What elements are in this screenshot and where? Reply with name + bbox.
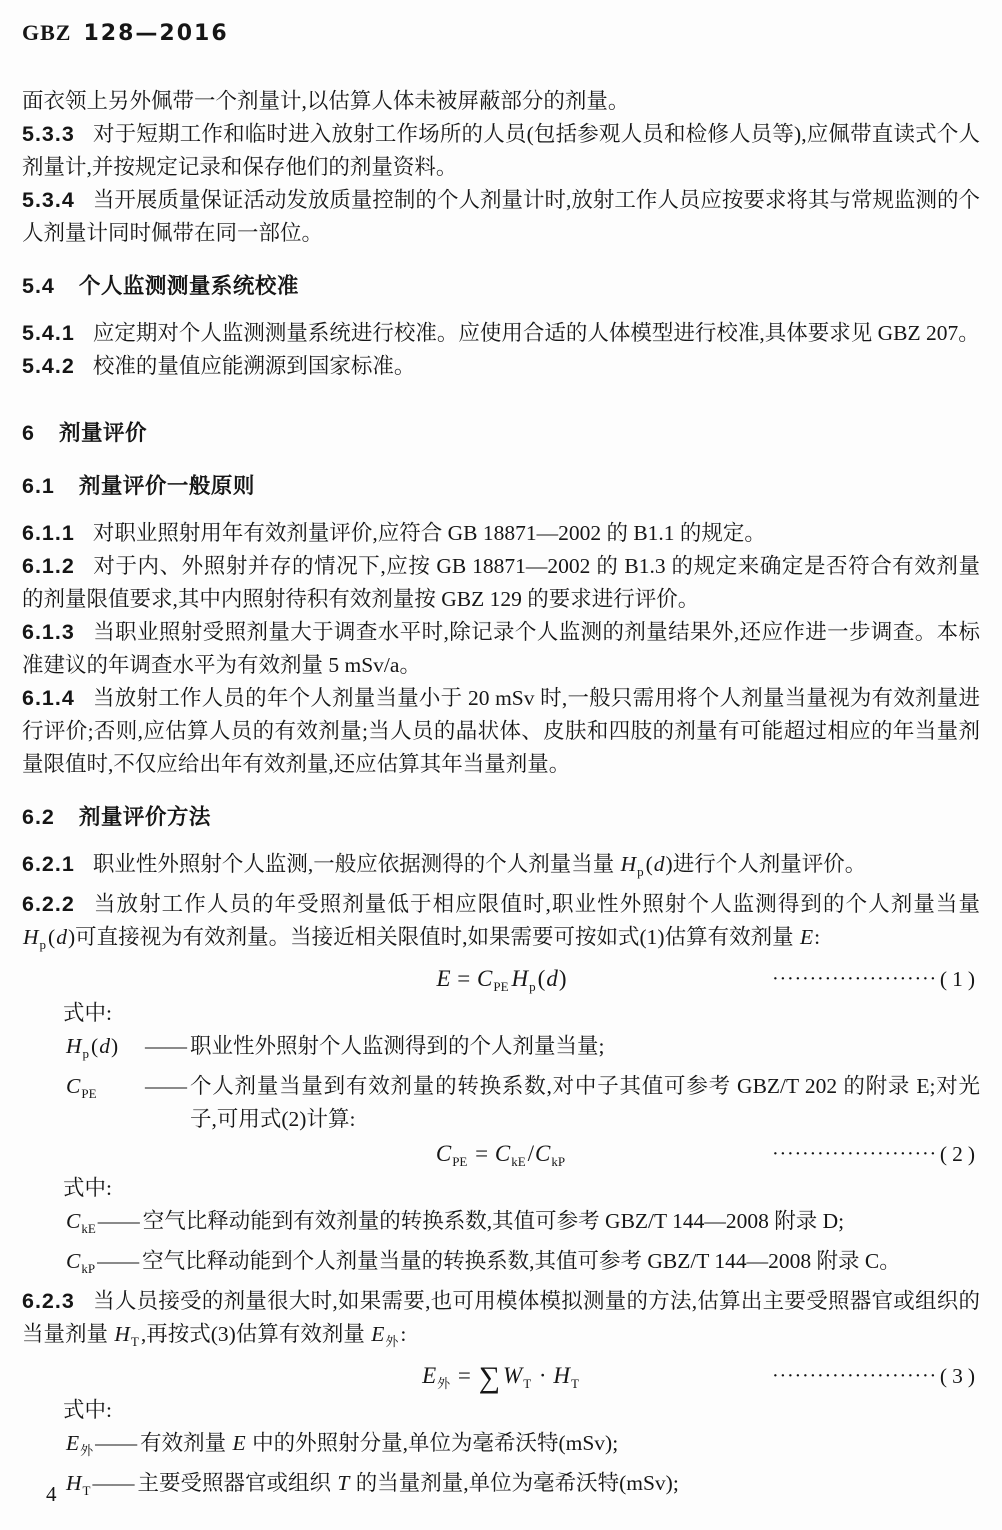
definition-dash: ——	[97, 1249, 139, 1273]
math-variable: H	[620, 852, 637, 876]
clause-number: 6.2.3	[22, 1289, 75, 1313]
math-variable: H	[66, 1034, 82, 1058]
math-variable: E	[422, 1363, 437, 1388]
math-variable: E	[371, 1322, 385, 1346]
text-run: 对于短期工作和临时进入放射工作场所的人员(包括参观人员和检修人员等),应佩带直读式个人剂量计,并按规定记录和保存他们的剂量资料。	[22, 122, 980, 179]
math-variable: C	[66, 1209, 81, 1233]
math-variable: E	[232, 1431, 246, 1455]
definition-dash: ——	[92, 1471, 134, 1495]
section-heading	[22, 417, 980, 450]
clause-number: 5.3.4	[22, 188, 75, 212]
math-subscript: kP	[551, 1154, 566, 1169]
math-subscript: kE	[511, 1154, 526, 1169]
math-subscript: 外	[385, 1334, 399, 1349]
symbol-description	[190, 1030, 980, 1070]
text-run: 进行个人剂量评价。	[672, 852, 867, 876]
text-run: 当开展质量保证活动发放质量控制的个人剂量计时,放射工作人员应按要求将其与常规监测的个人剂量计同时佩带在同一部位。	[22, 188, 980, 245]
text-run: (	[537, 966, 546, 991]
paragraph	[22, 85, 980, 118]
text-run: 职业性外照射个人监测得到的个人剂量当量;	[190, 1034, 605, 1058]
clause-paragraph	[22, 317, 980, 350]
clause-number: 6.1.2	[22, 554, 75, 578]
clause-paragraph	[22, 517, 980, 550]
math-subscript: T	[82, 1483, 91, 1498]
symbol-term	[65, 1467, 92, 1507]
section-title: 个人监测测量系统校准	[78, 274, 299, 298]
symbol-description	[143, 1205, 980, 1245]
formula-expression	[421, 1361, 581, 1394]
text-run: ,再按式(3)估算有效剂量	[140, 1322, 371, 1346]
text-run: 的当量剂量,单位为毫希沃特(mSv);	[350, 1471, 679, 1495]
math-variable: E	[66, 1431, 80, 1455]
symbol-description	[137, 1467, 980, 1507]
standard-number-header	[22, 20, 980, 50]
clause-paragraph	[22, 848, 980, 888]
text-run: )	[665, 852, 673, 876]
clause-paragraph	[22, 350, 980, 383]
text-run: (	[645, 852, 653, 876]
text-run: )	[67, 925, 76, 949]
symbol-term	[65, 1245, 97, 1285]
math-subscript: p	[82, 1046, 90, 1061]
math-variable: C	[535, 1141, 551, 1166]
text-run: 当放射工作人员的年个人剂量当量小于 20 mSv 时,一般只需用将个人剂量当量视为有效剂量进行评价;否则,应估算人员的有效剂量;当人员的晶状体、皮肤和四肢的剂量有可能超过相应的年当量剂量限值时,不仅应给出年有效剂量,还应估算其年当量剂量。	[22, 686, 980, 776]
text-run: 个人剂量当量到有效剂量的转换系数,对中子其值可参考 GBZ/T 202 的附录 E;对光子,可用式(2)计算:	[190, 1074, 980, 1131]
equation-number: (2)	[939, 1142, 980, 1166]
math-subscript: 外	[437, 1376, 451, 1391]
section-title: 剂量评价方法	[78, 805, 211, 829]
equation-leader	[773, 1136, 980, 1172]
math-subscript: p	[39, 937, 47, 952]
formula-expression	[435, 966, 567, 994]
text-run: 中的外照射分量,单位为毫希沃特(mSv);	[246, 1431, 619, 1455]
text-run: =	[451, 966, 477, 991]
text-run: 当放射工作人员的年受照剂量低于相应限值时,职业性外照射个人监测得到的个人剂量当量	[92, 892, 980, 916]
text-run: 职业性外照射个人监测,一般应依据测得的个人剂量当量	[92, 852, 620, 876]
section-number: 6.2	[22, 805, 55, 829]
text-run: ·	[533, 1363, 553, 1388]
clause-paragraph	[22, 616, 980, 682]
text-run: /	[527, 1141, 535, 1166]
formula-row	[22, 961, 980, 997]
math-variable: W	[503, 1363, 523, 1388]
standard-prefix: GBZ	[22, 20, 72, 45]
math-variable: d	[56, 925, 67, 949]
clause-paragraph	[22, 184, 980, 250]
text-run: 校准的量值应能溯源到国家标准。	[92, 354, 416, 378]
text-run: =	[469, 1141, 494, 1166]
formula-row	[22, 1358, 980, 1394]
math-variable: H	[511, 966, 529, 991]
section-title: 剂量评价	[58, 421, 147, 445]
symbol-definition-row	[22, 1030, 980, 1070]
equation-number: (1)	[939, 967, 980, 991]
math-subscript: T	[523, 1376, 532, 1391]
section-title: 剂量评价一般原则	[78, 474, 255, 498]
clause-paragraph	[22, 682, 980, 781]
text-run: (	[48, 925, 56, 949]
leader-dots: ······················	[772, 1146, 938, 1162]
text-run: 有效剂量	[140, 1431, 232, 1455]
symbol-term	[65, 1205, 98, 1245]
text-run: 面衣领上另外佩带一个剂量计,以估算人体未被屏蔽部分的剂量。	[22, 89, 630, 113]
math-variable: C	[477, 966, 493, 991]
math-variable: d	[546, 966, 558, 991]
definition-dash: ——	[95, 1431, 137, 1455]
document-content	[22, 85, 980, 1507]
equation-number: (3)	[939, 1364, 980, 1388]
text-run: 当职业照射受照剂量大于调查水平时,除记录个人监测的剂量结果外,还应作进一步调查。本标准建议的年调查水平为有效剂量 5 mSv/a。	[22, 620, 980, 677]
math-variable: C	[66, 1249, 81, 1273]
text-run: :	[814, 925, 821, 949]
text-run: 应定期对个人监测测量系统进行校准。应使用合适的人体模型进行校准,具体要求见 GBZ 207。	[92, 321, 980, 345]
math-subscript: PE	[493, 979, 509, 994]
where-label: 式中:	[63, 1176, 112, 1200]
clause-paragraph	[22, 888, 980, 961]
math-variable: E	[436, 966, 451, 991]
math-variable: H	[553, 1363, 570, 1388]
symbol-term	[65, 1070, 145, 1136]
sum-icon: ∑	[478, 1361, 501, 1394]
math-variable: d	[99, 1034, 110, 1058]
clause-number: 6.1.3	[22, 620, 75, 644]
text-run: 空气比释动能到有效剂量的转换系数,其值可参考 GBZ/T 144—2008 附录 D;	[142, 1209, 845, 1233]
math-variable: H	[23, 925, 39, 949]
formula-expression	[435, 1141, 567, 1169]
symbol-definition-row	[22, 1427, 980, 1467]
text-run: 当人员接受的剂量很大时,如果需要,也可用模体模拟测量的方法,估算出主要受照器官或组织的当量剂量	[22, 1289, 980, 1346]
math-subscript: kP	[81, 1261, 96, 1276]
symbol-term	[65, 1427, 95, 1467]
math-subscript: p	[529, 979, 536, 994]
section-heading	[22, 270, 980, 303]
where-label: 式中:	[63, 1001, 112, 1025]
text-run: 对职业照射用年有效剂量评价,应符合 GB 18871—2002 的 B1.1 的规定。	[92, 521, 766, 545]
text-run: )	[558, 966, 567, 991]
math-variable: H	[66, 1471, 82, 1495]
leader-dots: ······················	[772, 1368, 938, 1384]
clause-number: 5.3.3	[22, 122, 75, 146]
formula-row	[22, 1136, 980, 1172]
text-run: (	[91, 1034, 99, 1058]
page-number: 4	[46, 1482, 57, 1506]
section-heading	[22, 470, 980, 503]
symbol-description	[190, 1070, 980, 1136]
math-subscript: T	[130, 1334, 139, 1349]
math-variable: C	[435, 1141, 452, 1166]
clause-number: 5.4.2	[22, 354, 75, 378]
clause-number: 6.2.1	[22, 852, 75, 876]
text-run: :	[400, 1322, 407, 1346]
symbol-definition-row	[22, 1245, 980, 1285]
math-variable: H	[114, 1322, 130, 1346]
text-run: 主要受照器官或组织	[137, 1471, 337, 1495]
text-run: 可直接视为有效剂量。当接近相关限值时,如果需要可按如式(1)估算有效剂量	[75, 925, 799, 949]
symbol-definition-row	[22, 1205, 980, 1245]
text-run: 对于内、外照射并存的情况下,应按 GB 18871—2002 的 B1.3 的规定来确定是否符合有效剂量的剂量限值要求,其中内照射待积有效剂量按 GBZ 129 的要求进行评价。	[22, 554, 980, 611]
math-subscript: p	[637, 864, 644, 879]
section-number: 6	[22, 421, 35, 445]
section-number: 5.4	[22, 274, 55, 298]
math-subscript: T	[570, 1376, 579, 1391]
symbol-definition-row	[22, 1070, 980, 1136]
math-variable: d	[653, 852, 665, 876]
symbol-term	[65, 1030, 145, 1070]
math-variable: T	[337, 1471, 350, 1495]
section-number: 6.1	[22, 474, 55, 498]
clause-paragraph	[22, 550, 980, 616]
math-subscript: kE	[81, 1221, 96, 1236]
leader-dots: ······················	[772, 971, 938, 987]
standard-number: 128—2016	[83, 21, 229, 46]
math-subscript: 外	[80, 1443, 94, 1458]
where-label: 式中:	[63, 1398, 112, 1422]
definition-dash: ——	[145, 1074, 186, 1098]
text-run: =	[452, 1363, 477, 1388]
math-variable: C	[66, 1074, 81, 1098]
math-subscript: PE	[452, 1154, 468, 1169]
text-run: )	[110, 1034, 119, 1058]
definition-dash: ——	[97, 1209, 139, 1233]
symbol-definition-row	[22, 1467, 980, 1507]
clause-number: 6.1.1	[22, 521, 75, 545]
clause-number: 6.1.4	[22, 686, 75, 710]
text-run: 空气比释动能到个人剂量当量的转换系数,其值可参考 GBZ/T 144—2008 附录 C。	[142, 1249, 901, 1273]
clause-number: 5.4.1	[22, 321, 75, 345]
symbol-description	[140, 1427, 980, 1467]
math-subscript: PE	[81, 1086, 97, 1101]
section-heading	[22, 801, 980, 834]
clause-paragraph	[22, 1285, 980, 1358]
symbol-description	[142, 1245, 980, 1285]
definition-dash: ——	[145, 1034, 186, 1058]
math-variable: C	[494, 1141, 511, 1166]
math-variable: E	[799, 925, 814, 949]
clause-paragraph	[22, 118, 980, 184]
clause-number: 6.2.2	[22, 892, 75, 916]
equation-leader	[773, 1358, 980, 1394]
equation-leader	[773, 961, 980, 997]
